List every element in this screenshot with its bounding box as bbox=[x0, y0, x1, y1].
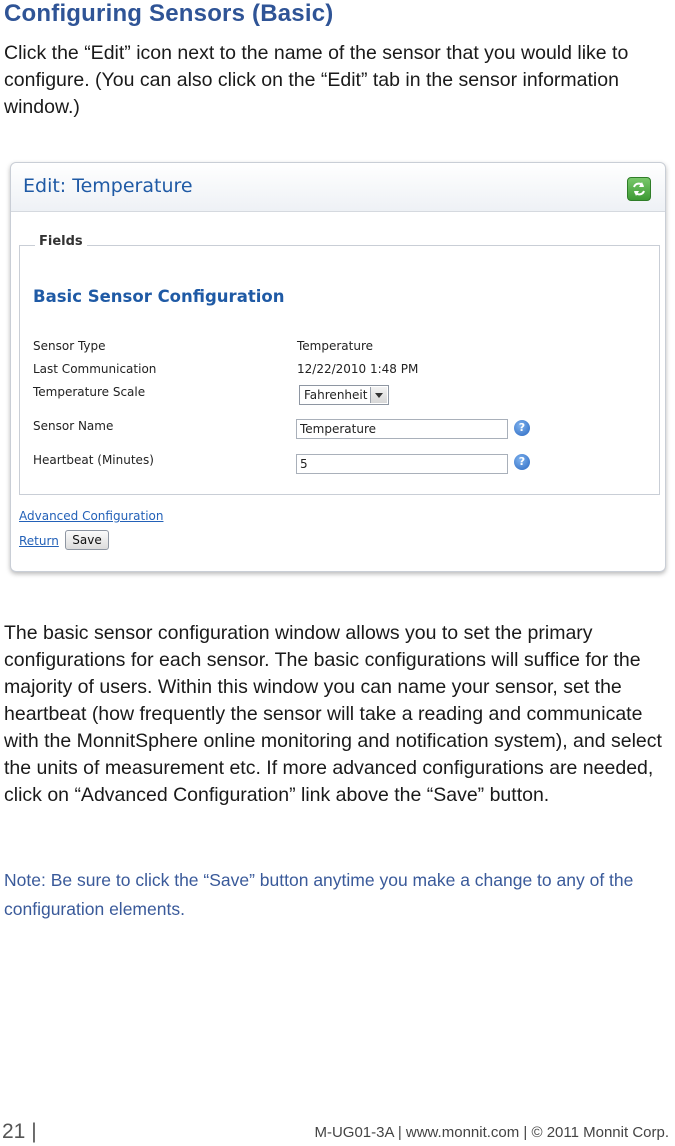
temperature-scale-value: Fahrenheit bbox=[304, 388, 368, 402]
last-communication-label: Last Communication bbox=[33, 362, 157, 376]
note-paragraph: Note: Be sure to click the “Save” button anytime you make a change to any of the configuration elements. bbox=[4, 870, 634, 919]
sensor-type-value: Temperature bbox=[297, 339, 374, 353]
sensor-type-label: Sensor Type bbox=[33, 339, 106, 353]
body-paragraph: The basic sensor configuration window allows you to set the primary configurations for each sensor. The basic configurations will suffice for the majority of users. Within this window you can name your sensor, set the heartbeat (how frequently the sensor will take a reading and communicate with the MonnitSphere online monitoring and notification system), and select the units of measurement etc. If more advanced configurations are needed, click on “Advanced Configuration” link above the “Save” button. bbox=[4, 622, 662, 806]
last-communication-value: 12/22/2010 1:48 PM bbox=[297, 362, 419, 376]
help-icon[interactable]: ? bbox=[514, 420, 530, 436]
page-number: 21 | bbox=[2, 1120, 37, 1143]
chevron-down-icon[interactable] bbox=[370, 387, 387, 403]
section-title: Basic Sensor Configuration bbox=[33, 287, 285, 306]
refresh-icon[interactable] bbox=[627, 177, 651, 201]
window-title: Edit: Temperature bbox=[23, 175, 193, 197]
temperature-scale-label: Temperature Scale bbox=[33, 385, 146, 399]
save-button[interactable]: Save bbox=[65, 530, 109, 550]
window-header bbox=[11, 163, 665, 212]
sensor-name-label: Sensor Name bbox=[33, 419, 114, 433]
intro-paragraph: Click the “Edit” icon next to the name of the sensor that you would like to configure. (You can also click on the “Edit” tab in the sensor information window.) bbox=[4, 42, 629, 118]
temperature-scale-select[interactable] bbox=[299, 385, 389, 405]
advanced-configuration-link[interactable]: Advanced Configuration bbox=[19, 509, 164, 523]
edit-sensor-window bbox=[10, 162, 666, 572]
return-link[interactable]: Return bbox=[19, 534, 59, 548]
page-heading: Configuring Sensors (Basic) bbox=[4, 0, 334, 27]
footer-meta: M-UG01-3A | www.monnit.com | © 2011 Monnit Corp. bbox=[314, 1124, 669, 1141]
help-icon[interactable]: ? bbox=[514, 454, 530, 470]
sensor-name-input[interactable] bbox=[296, 419, 508, 439]
heartbeat-input[interactable] bbox=[296, 454, 508, 474]
fields-legend: Fields bbox=[35, 234, 87, 249]
heartbeat-label: Heartbeat (Minutes) bbox=[33, 453, 154, 467]
